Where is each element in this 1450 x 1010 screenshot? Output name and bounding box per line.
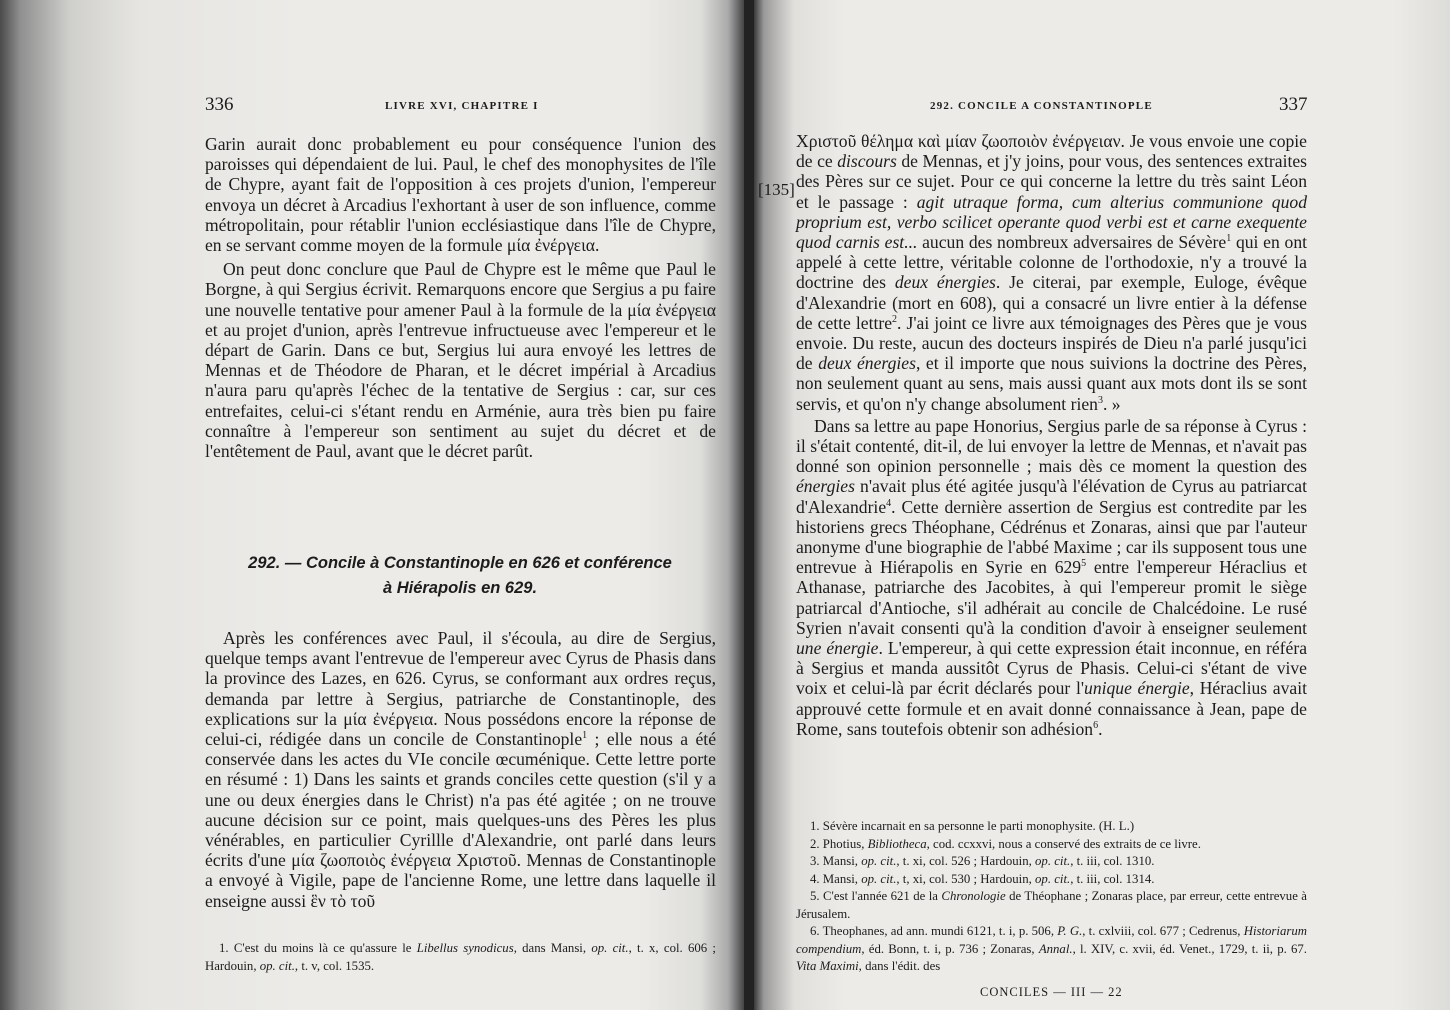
- right-page: [754, 0, 1450, 1010]
- footnote-ref: 1: [582, 730, 588, 742]
- signature-mark: CONCILES — III — 22: [980, 985, 1123, 999]
- footnote: 2. Photius, Bibliotheca, cod. ccxxvi, nous a conservé des extraits de ce livre.: [810, 836, 1201, 851]
- paragraph: Dans sa lettre au pape Honorius, Sergius parle de sa réponse à Cyrus : il s'était contenté, dit-il, de lui envoyer la lettre de Mennas, et n'avait pas donné son opinion personnelle ; mais dès ce moment la question des énergies n'avait plus été agitée jusqu'à l'élévation de Cyrus au patriarcat d'Alexandrie$^4$. Cette dernière assertion de Sergius est contredite par les historiens grecs Théophane, Cédrénus et Zonaras, ainsi que par l'auteur anonyme d'une biographie de l'abbé Maxime ; car ils supposent tous une entrevue à Hiérapolis en Syrie en $629^5$ entre l'empereur Héraclius et Athanase, patriarche des Jacobites, à qui l'empereur promit le siège patriarcal d'Antioche, s'il adhérait au concile de Chalcédoine. Le rusé Syrien n'avait consenti qu'à la condition d'avoir à enseigner seulement une énergie. L'empereur, à qui cette expression était inconnue, en référa à Sergius et manda aussitôt Cyrus de Phasis. Celui-ci s'étant de vive voix et celui-là par écrit déclarés pour l'unique énergie, Héraclius avait approuvé cette formule et en avait donné connaissance à Jean, pape de Rome, sans toutefois obtenir son adhésion$^6$.: [796, 415, 1307, 739]
- footnotes: [205, 940, 716, 975]
- paragraph: Garin aurait donc probablement eu pour conséquence l'union des paroisses qui dépendaient de lui. Paul, le chef des monophysites de l'île de Chypre, ayant fait de l'opposition à ces projets d'union, l'empereur envoya un décret à Arcadius l'exhortant à user de son influence, comme métropolitain, pour rétablir l'union ecclésiastique dans l'île de Chypre, en se servant comme moyen de la formule μία ἐνέργεια.: [205, 134, 716, 256]
- footnote-ref: 4: [886, 497, 892, 509]
- heading-line: 292. — Concile à Constantinople en 626 et conférence: [248, 554, 672, 572]
- left-body-bottom: [205, 628, 716, 911]
- footnote-ref: 2: [892, 313, 898, 325]
- running-head: 292. CONCILE A CONSTANTINOPLE: [930, 100, 1153, 112]
- page-number: 336: [205, 94, 234, 115]
- footnote: 4. Mansi, op. cit., t, xi, col. 530 ; Hardouin, op. cit., t. iii, col. 1314.: [810, 871, 1155, 886]
- footnote: 3. Mansi, op. cit., t. xi, col. 526 ; Hardouin, op. cit., t. iii, col. 1310.: [810, 854, 1155, 868]
- footnote-ref: 5: [1081, 558, 1087, 570]
- footnote-ref: 6: [1093, 720, 1099, 732]
- margin-number: [135]: [758, 180, 795, 199]
- paragraph: Χριστοῦ θέλημα καὶ μίαν ζωοποιὸν ἐνέργειαν. Je vous envoie une copie de ce discours de Mennas, et j'y joins, pour vous, des sentences extraites des Pères sur ce sujet. Pour ce qui concerne la lettre du très saint Léon et le passage : agit utraque forma, cum alterius communione quod proprium est, verbo scilicet operante quod verbi est et carne exequente quod carnis est... aucun des nombreux adversaires de Sévère$^1$ qui en ont appelé à cette lettre, véritable colonne de l'orthodoxie, n'y a trouvé la doctrine des deux énergies. Je citerai, par exemple, Euloge, évêque d'Alexandrie (mort en 608), qui a consacré un livre entier à la défense de cette lettre$^2$. J'ai joint ce livre aux témoignages des Pères que je vous envoie. Du reste, aucun des docteurs inspirés de Dieu n'a parlé jusqu'ici de deux énergies, et il importe que nous suivions la doctrine des Pères, non seulement quant au sens, mais aussi quant aux mots dont ils se sont servis, et qu'on n'y change absolument rien$^3$. »: [796, 131, 1307, 414]
- running-head: LIVRE XVI, CHAPITRE I: [385, 100, 539, 112]
- footnote-ref: 3: [1097, 394, 1103, 406]
- footnote: 6. Theophanes, ad ann. mundi 6121, t. i, p. 506, P. G., t. cxlviii, col. 677 ; Cedrenus, Historiarum compendium, éd. Bonn, t. i, p. 736 ; Zonaras, Annal., l. XIV, c. xvii, éd. Venet., 1729, t. ii, p. 67. Vita Maximi, dans l'édit. des: [796, 924, 1307, 973]
- right-body: [796, 131, 1307, 739]
- footnotes: [796, 818, 1307, 976]
- footnote: 1. C'est du moins là ce qu'assure le Libellus synodicus, dans Mansi, op. cit., t. x, col. 606 ; Hardouin, op. cit., t. v, col. 1535.: [205, 941, 716, 973]
- page-number: 337: [1279, 94, 1308, 115]
- footnote: 1. Sévère incarnait en sa personne le parti monophysite. (H. L.): [810, 819, 1135, 833]
- book-gutter: [744, 0, 754, 1010]
- footnote-ref: 1: [1226, 233, 1232, 245]
- paragraph: Après les conférences avec Paul, il s'écoula, au dire de Sergius, quelque temps avant l'entrevue de l'empereur avec Cyrus de Phasis dans la province des Lazes, en 626. Cyrus, se conformant aux ordres reçus, demanda par lettre à Sergius, patriarche de Constantinople, des explications sur la μία ἐνέργεια. Nous possédons encore la réponse de celui-ci, rédigée dans un concile de Constantinople$^1$ ; elle nous a été conservée dans les actes du VIe concile œcuménique. Cette lettre porte en résumé : 1) Dans les saints et grands conciles cette question (s'il y a une ou deux énergies dans le Christ) n'a pas été agitée ; on ne trouve aucune décision sur ce point, mais quelques-uns des Pères les plus vénérables, en particulier Cyrillle d'Alexandrie, ont parlé dans leurs écrits d'une μία ζωοποιὸς ἐνέργεια Χριστοῦ. Mennas de Constantinople a envoyé à Vigile, pape de l'ancienne Rome, une lettre dans laquelle il enseigne aussi ἓν τὸ τοῦ: [205, 628, 717, 911]
- left-body-top: [205, 134, 716, 461]
- paragraph: On peut donc conclure que Paul de Chypre est le même que Paul le Borgne, à qui Sergius écrivit. Remarquons encore que Sergius a pu faire une nouvelle tentative pour amener Paul à la formule de la μία ἐνέργεια et au projet d'union, après l'entrevue infructueuse avec l'empereur et le départ de Garin. Dans ce but, Sergius lui aura envoyé les lettres de Mennas et de Théodore de Pharan, et le décret impérial à Arcadius n'aura paru qu'après l'échec de la tentative de Sergius : car, sur ces entrefaites, celui-ci s'étant rendu en Arménie, aura très bien pu faire connaître à l'empereur son sentiment au sujet du décret et de l'entêtement de Paul, avant que le décret parût.: [205, 259, 716, 462]
- footnote: 5. C'est l'année 621 de la Chronologie de Théophane ; Zonaras place, par erreur, cette entrevue à Jérusalem.: [796, 889, 1307, 921]
- section-heading: [205, 551, 715, 601]
- heading-line: à Hiérapolis en 629.: [382, 579, 538, 597]
